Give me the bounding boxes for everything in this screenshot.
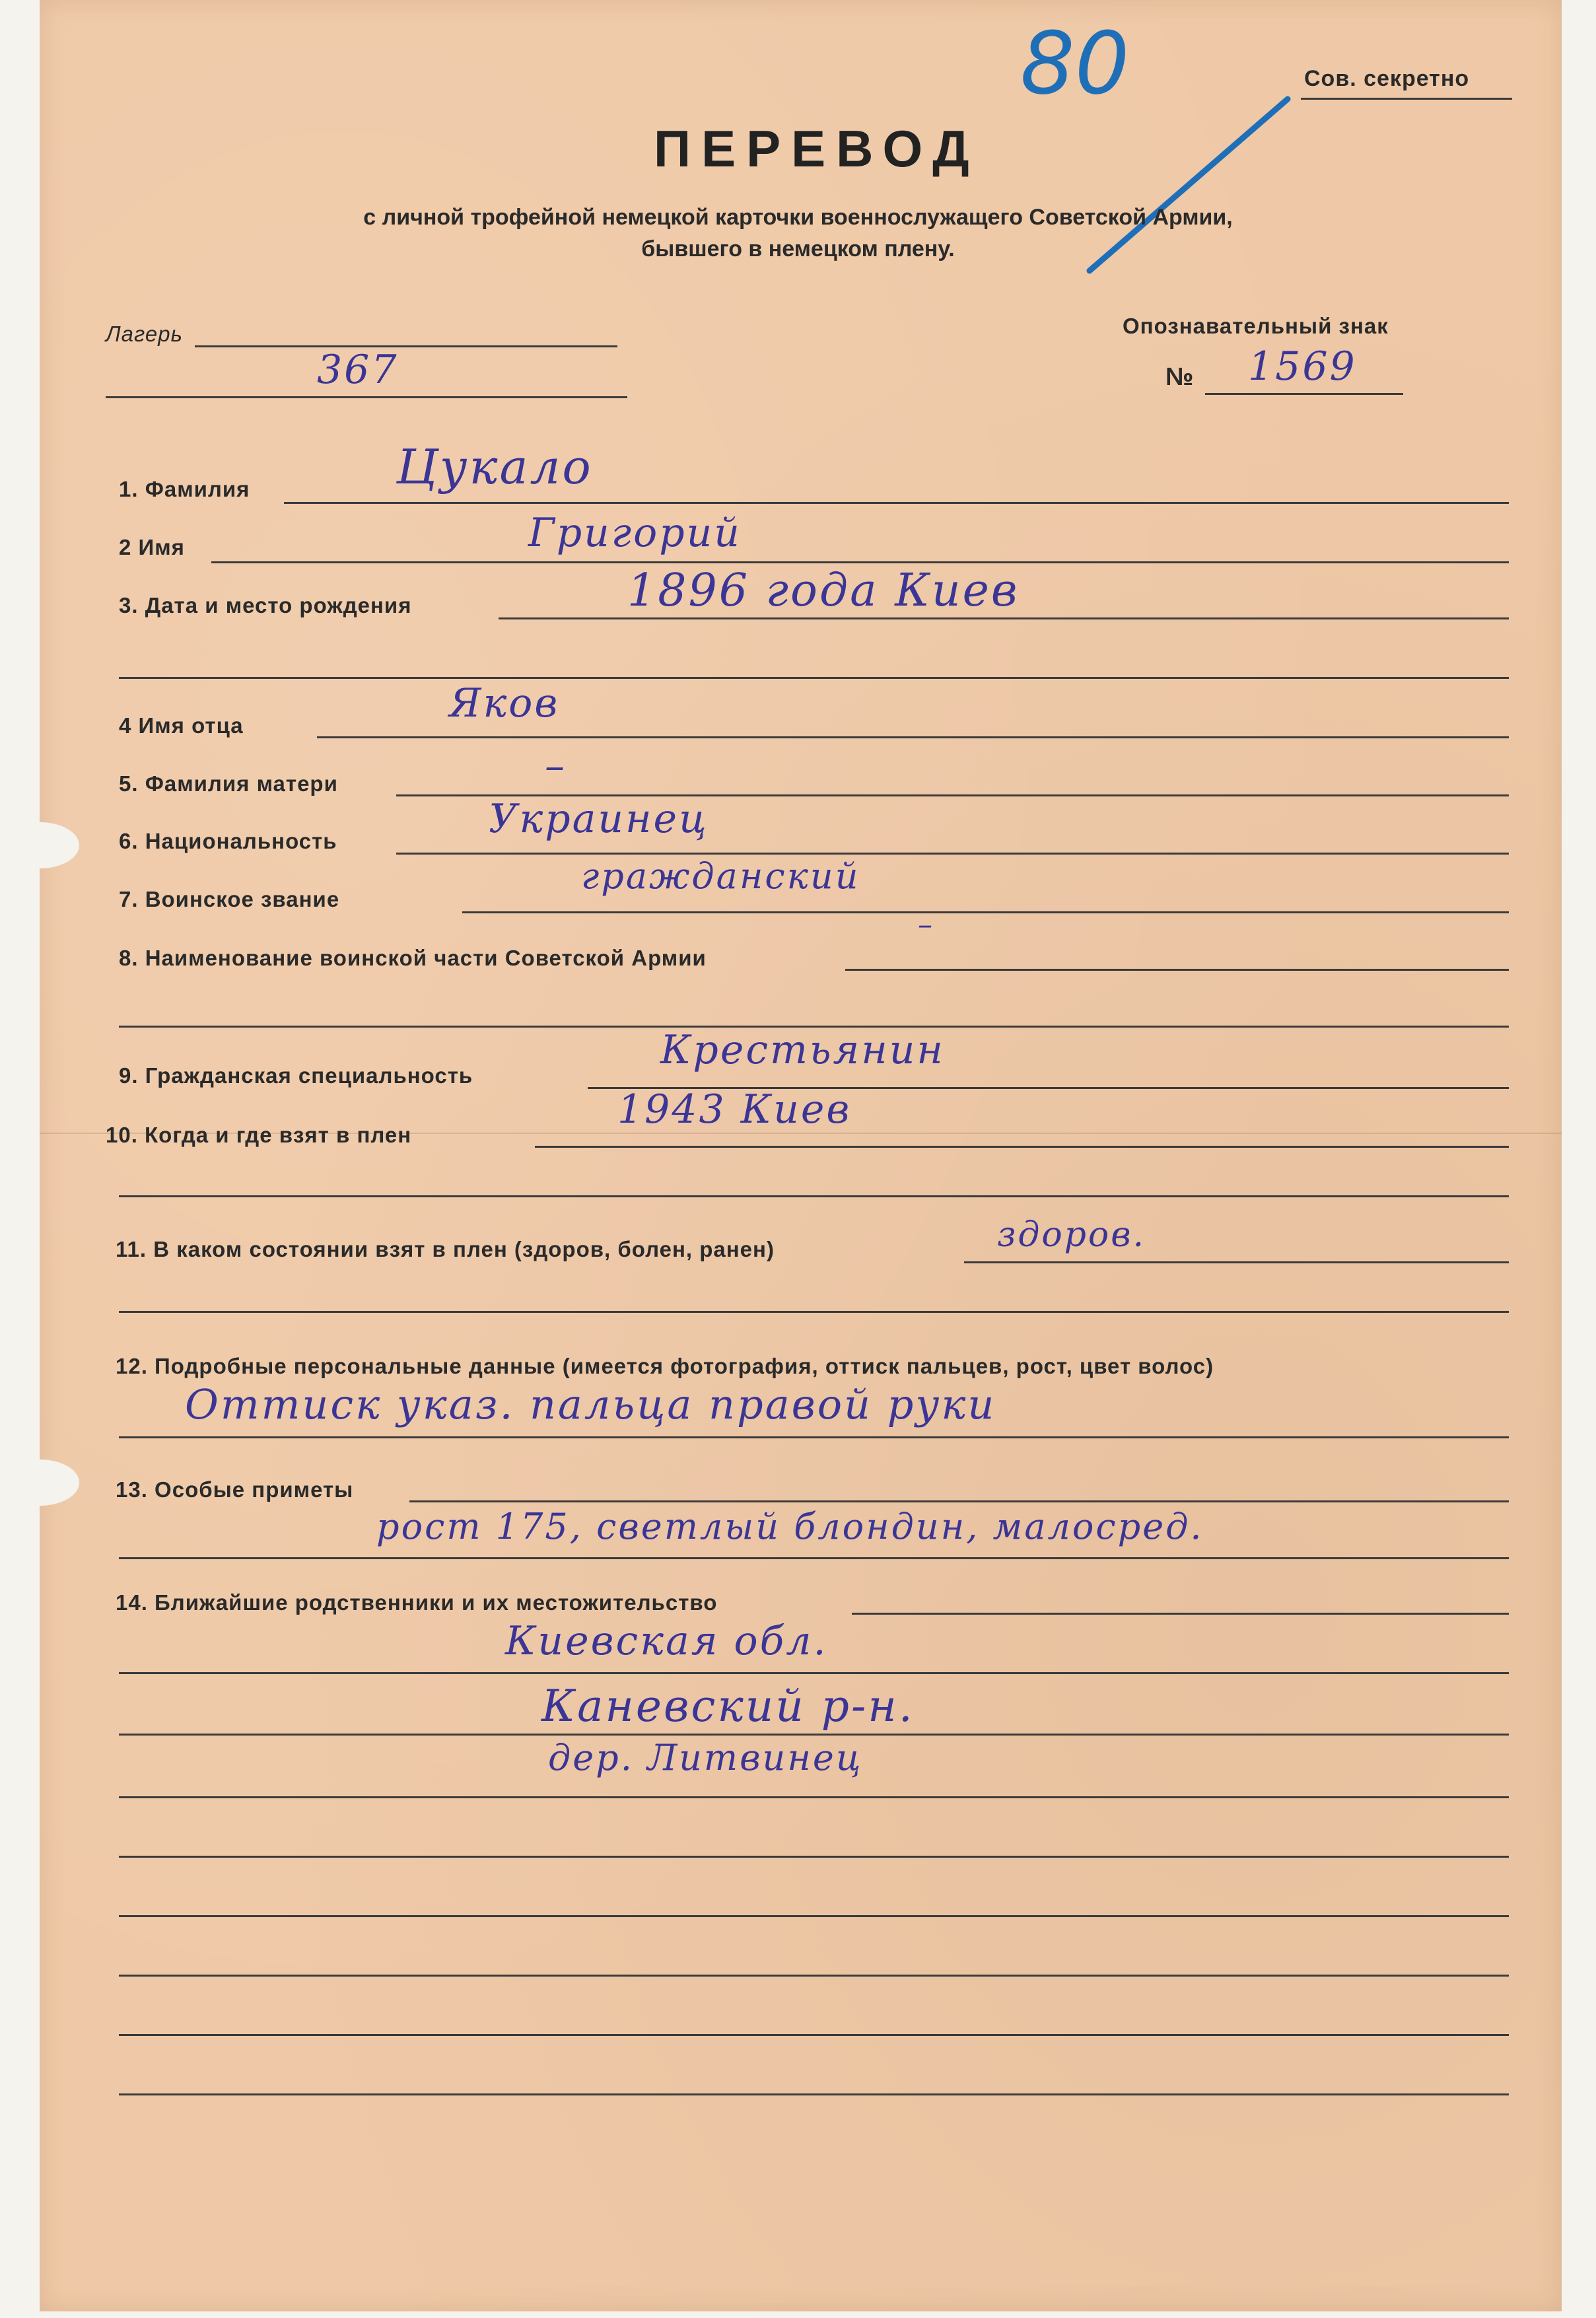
document-subtitle-line1: с личной трофейной немецкой карточки военнослужащего Советской Армии, (363, 205, 1233, 230)
handwritten-number: 80 (1020, 13, 1130, 114)
blank-line (119, 2093, 1509, 2095)
field-relatives-label: 14. Ближайшие родственники и их местожительство (116, 1590, 718, 1615)
camp-underline-2 (106, 396, 627, 398)
field-relatives-value-1: Киевская обл. (505, 1618, 828, 1664)
field-personal-data-value: Оттиск указ. пальца правой руки (185, 1380, 996, 1428)
field-captured-line-2 (119, 1195, 1509, 1197)
field-nationality-label: 6. Национальность (119, 829, 337, 853)
id-tag-value: 1569 (1248, 343, 1357, 390)
field-relatives-line (852, 1613, 1509, 1615)
field-marks-value: рост 175, светлый блондин, малосред. (376, 1506, 1204, 1547)
field-captured-value: 1943 Киев (617, 1086, 852, 1133)
field-unit-line (845, 969, 1509, 971)
camp-value: 367 (317, 347, 399, 393)
camp-underline-1 (195, 345, 617, 347)
blank-line (119, 1856, 1509, 1858)
classification-underline (1301, 98, 1512, 100)
field-name-label: 2 Имя (119, 535, 185, 559)
field-personal-data-label: 12. Подробные персональные данные (имеется фотография, оттиск пальцев, рост, цвет волос) (116, 1354, 1214, 1378)
id-tag-label: Опознавательный знак (1123, 314, 1389, 338)
field-personal-data-line (119, 1436, 1509, 1438)
field-birth-value: 1896 года Киев (627, 565, 1020, 617)
field-relatives-line-4 (119, 1796, 1509, 1798)
field-marks-label: 13. Особые приметы (116, 1477, 354, 1502)
field-mother-label: 5. Фамилия матери (119, 771, 338, 796)
field-nationality-value: Украинец (489, 796, 709, 842)
field-profession-value: Крестьянин (660, 1027, 945, 1073)
field-relatives-value-3: дер. Литвинец (548, 1737, 863, 1778)
field-birth-label: 3. Дата и место рождения (119, 593, 412, 617)
field-unit-label: 8. Наименование воинской части Советской Армии (119, 946, 707, 970)
id-tag-prefix: № (1165, 363, 1195, 391)
field-name-line (211, 561, 1509, 563)
camp-label: Лагерь (106, 322, 183, 346)
field-condition-line-2 (119, 1311, 1509, 1313)
field-surname-value: Цукало (396, 439, 593, 495)
field-rank-line (462, 911, 1509, 913)
field-condition-value: здоров. (997, 1215, 1146, 1255)
field-marks-line-2 (119, 1557, 1509, 1559)
field-rank-label: 7. Воинское звание (119, 887, 340, 911)
document-title: ПЕРЕВОД (654, 120, 980, 178)
field-relatives-line-3 (119, 1734, 1509, 1736)
field-relatives-value-2: Каневский р-н. (541, 1681, 915, 1732)
field-birth-line (499, 617, 1509, 619)
field-name-value: Григорий (528, 510, 742, 556)
field-relatives-line-2 (119, 1672, 1509, 1674)
field-surname-label: 1. Фамилия (119, 477, 250, 501)
field-captured-label: 10. Когда и где взят в плен (106, 1123, 412, 1147)
classification-label: Сов. секретно (1304, 66, 1470, 91)
field-condition-label: 11. В каком состоянии взят в плен (здоров, болен, ранен) (116, 1237, 775, 1261)
field-father-line (317, 736, 1509, 738)
torn-hole-lower (0, 1459, 79, 1506)
field-rank-value: гражданский (581, 855, 860, 897)
field-captured-line (535, 1146, 1509, 1148)
document-subtitle-line2: бывшего в немецком плену. (641, 236, 955, 262)
field-profession-label: 9. Гражданская специальность (119, 1063, 473, 1088)
field-birth-line-2 (119, 677, 1509, 679)
field-unit-value: – (918, 908, 934, 942)
field-surname-line (284, 502, 1509, 504)
blank-line (119, 2034, 1509, 2036)
torn-hole-upper (0, 822, 79, 868)
blank-line (119, 1915, 1509, 1917)
field-father-label: 4 Имя отца (119, 713, 244, 738)
field-condition-line (964, 1261, 1509, 1263)
field-nationality-line (396, 853, 1509, 855)
field-father-value: Яков (449, 680, 560, 726)
id-tag-underline (1205, 393, 1403, 395)
field-mother-value: – (545, 743, 567, 789)
blank-line (119, 1975, 1509, 1977)
field-marks-line (409, 1500, 1509, 1502)
